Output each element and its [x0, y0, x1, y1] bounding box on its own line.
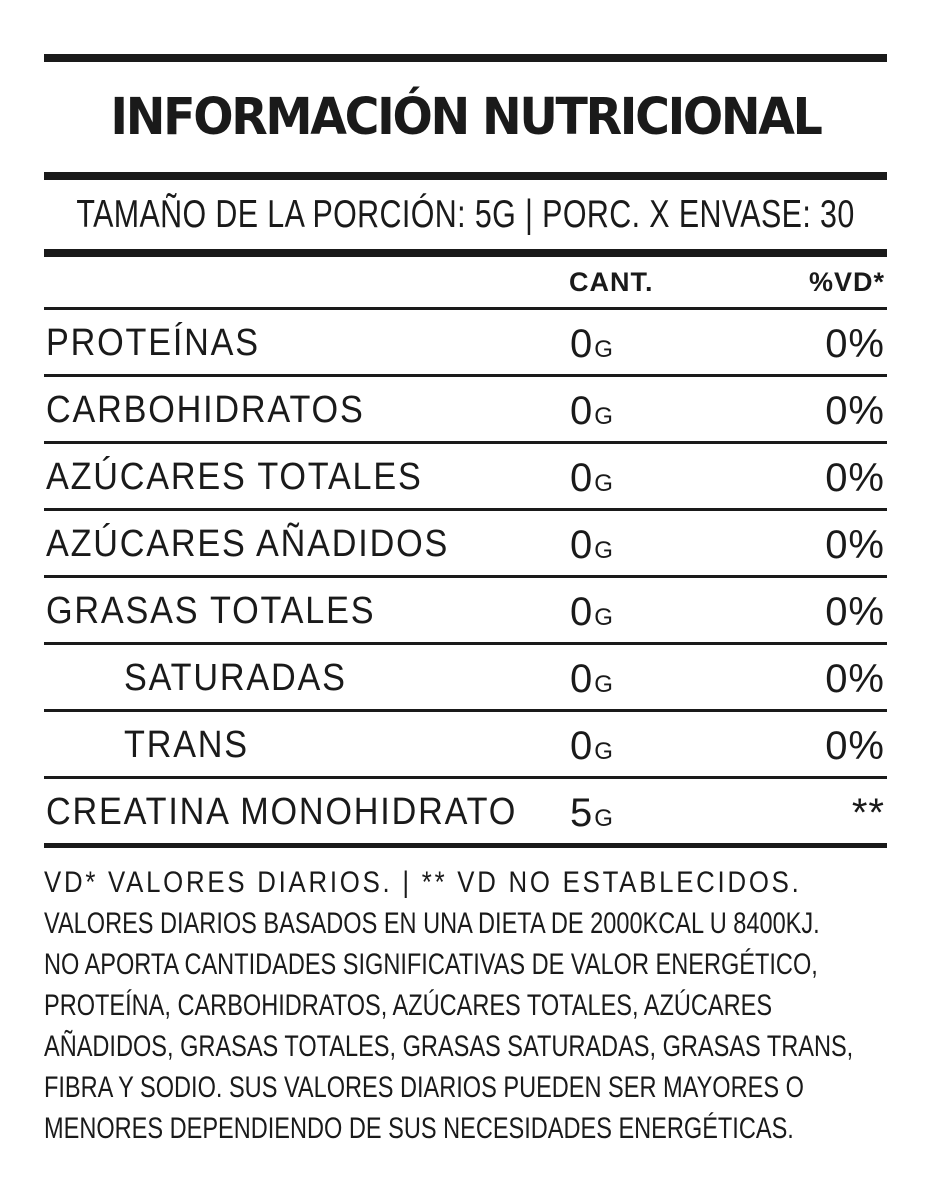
amount-unit: G [594, 671, 613, 698]
amount-unit: G [594, 403, 613, 430]
nutrient-row-creatina [44, 779, 887, 843]
footnotes [44, 848, 887, 1149]
nutrient-daily-value: 0% [825, 590, 885, 634]
footnote-line: NO APORTA CANTIDADES SIGNIFICATIVAS DE VALOR ENERGÉTICO, [44, 948, 818, 981]
amount-column-header: CANT. [569, 267, 654, 297]
nutrient-label: GRASAS TOTALES [46, 590, 376, 632]
nutrient-row-azucares-anadidos [44, 511, 887, 575]
nutrient-label: SATURADAS [124, 657, 347, 699]
footnote-line: MENORES DEPENDIENDO DE SUS NECESIDADES ENERGÉTICAS. [44, 1112, 794, 1145]
nutrient-label: TRANS [124, 724, 249, 766]
nutrient-row-grasas-totales [44, 578, 887, 642]
nutrient-amount [570, 523, 613, 568]
nutrient-daily-value: 0% [825, 724, 885, 768]
nutrient-amount [570, 724, 613, 769]
amount-unit: G [594, 470, 613, 497]
nutrient-amount [570, 590, 613, 635]
nutrient-daily-value: 0% [825, 389, 885, 433]
footnote-line: AÑADIDOS, GRASAS TOTALES, GRASAS SATURADAS, GRASAS TRANS, [44, 1030, 854, 1063]
amount-value: 0 [570, 590, 593, 634]
amount-value: 0 [570, 523, 593, 567]
amount-unit: G [594, 805, 613, 832]
nutrient-daily-value: ** [851, 791, 885, 835]
serving-rule [44, 249, 887, 257]
nutrient-label: CARBOHIDRATOS [46, 389, 365, 431]
nutrient-label: PROTEÍNAS [46, 322, 260, 364]
amount-value: 0 [570, 724, 593, 768]
nutrient-amount [570, 657, 613, 702]
serving-info: TAMAÑO DE LA PORCIÓN: 5G | PORC. X ENVASE: 30 [76, 192, 855, 236]
nutrient-daily-value: 0% [825, 322, 885, 366]
footnote-line: VALORES DIARIOS BASADOS EN UNA DIETA DE 2000KCAL U 8400KJ. [44, 907, 820, 940]
column-header-row [44, 257, 887, 307]
nutrient-amount [570, 322, 613, 367]
nutrition-facts-panel [44, 54, 887, 1149]
amount-unit: G [594, 537, 613, 564]
title-rule [44, 172, 887, 180]
nutrient-row-trans [44, 712, 887, 776]
nutrient-amount [570, 791, 613, 836]
amount-unit: G [594, 604, 613, 631]
amount-value: 0 [570, 657, 593, 701]
nutrient-amount [570, 456, 613, 501]
footnote-line: VD* VALORES DIARIOS. | ** VD NO ESTABLECIDOS. [44, 866, 802, 899]
footnote-line: FIBRA Y SODIO. SUS VALORES DIARIOS PUEDEN SER MAYORES O [44, 1071, 804, 1104]
amount-value: 0 [570, 456, 593, 500]
footnote-line: PROTEÍNA, CARBOHIDRATOS, AZÚCARES TOTALES, AZÚCARES [44, 989, 773, 1022]
nutrient-label: CREATINA MONOHIDRATO [46, 791, 518, 833]
nutrient-row-saturadas [44, 645, 887, 709]
panel-title: INFORMACIÓN NUTRICIONAL [110, 87, 821, 147]
nutrient-row-azucares-totales [44, 444, 887, 508]
nutrient-row-proteinas [44, 310, 887, 374]
amount-value: 0 [570, 389, 593, 433]
amount-value: 5 [570, 791, 593, 835]
amount-unit: G [594, 738, 613, 765]
nutrient-label: AZÚCARES TOTALES [46, 456, 423, 498]
nutrient-daily-value: 0% [825, 523, 885, 567]
amount-value: 0 [570, 322, 593, 366]
amount-unit: G [594, 336, 613, 363]
nutrient-row-carbohidratos [44, 377, 887, 441]
nutrient-daily-value: 0% [825, 456, 885, 500]
top-rule [44, 54, 887, 62]
nutrient-daily-value: 0% [825, 657, 885, 701]
daily-value-column-header: %VD* [808, 267, 885, 297]
nutrient-amount [570, 389, 613, 434]
nutrient-label: AZÚCARES AÑADIDOS [46, 523, 450, 565]
